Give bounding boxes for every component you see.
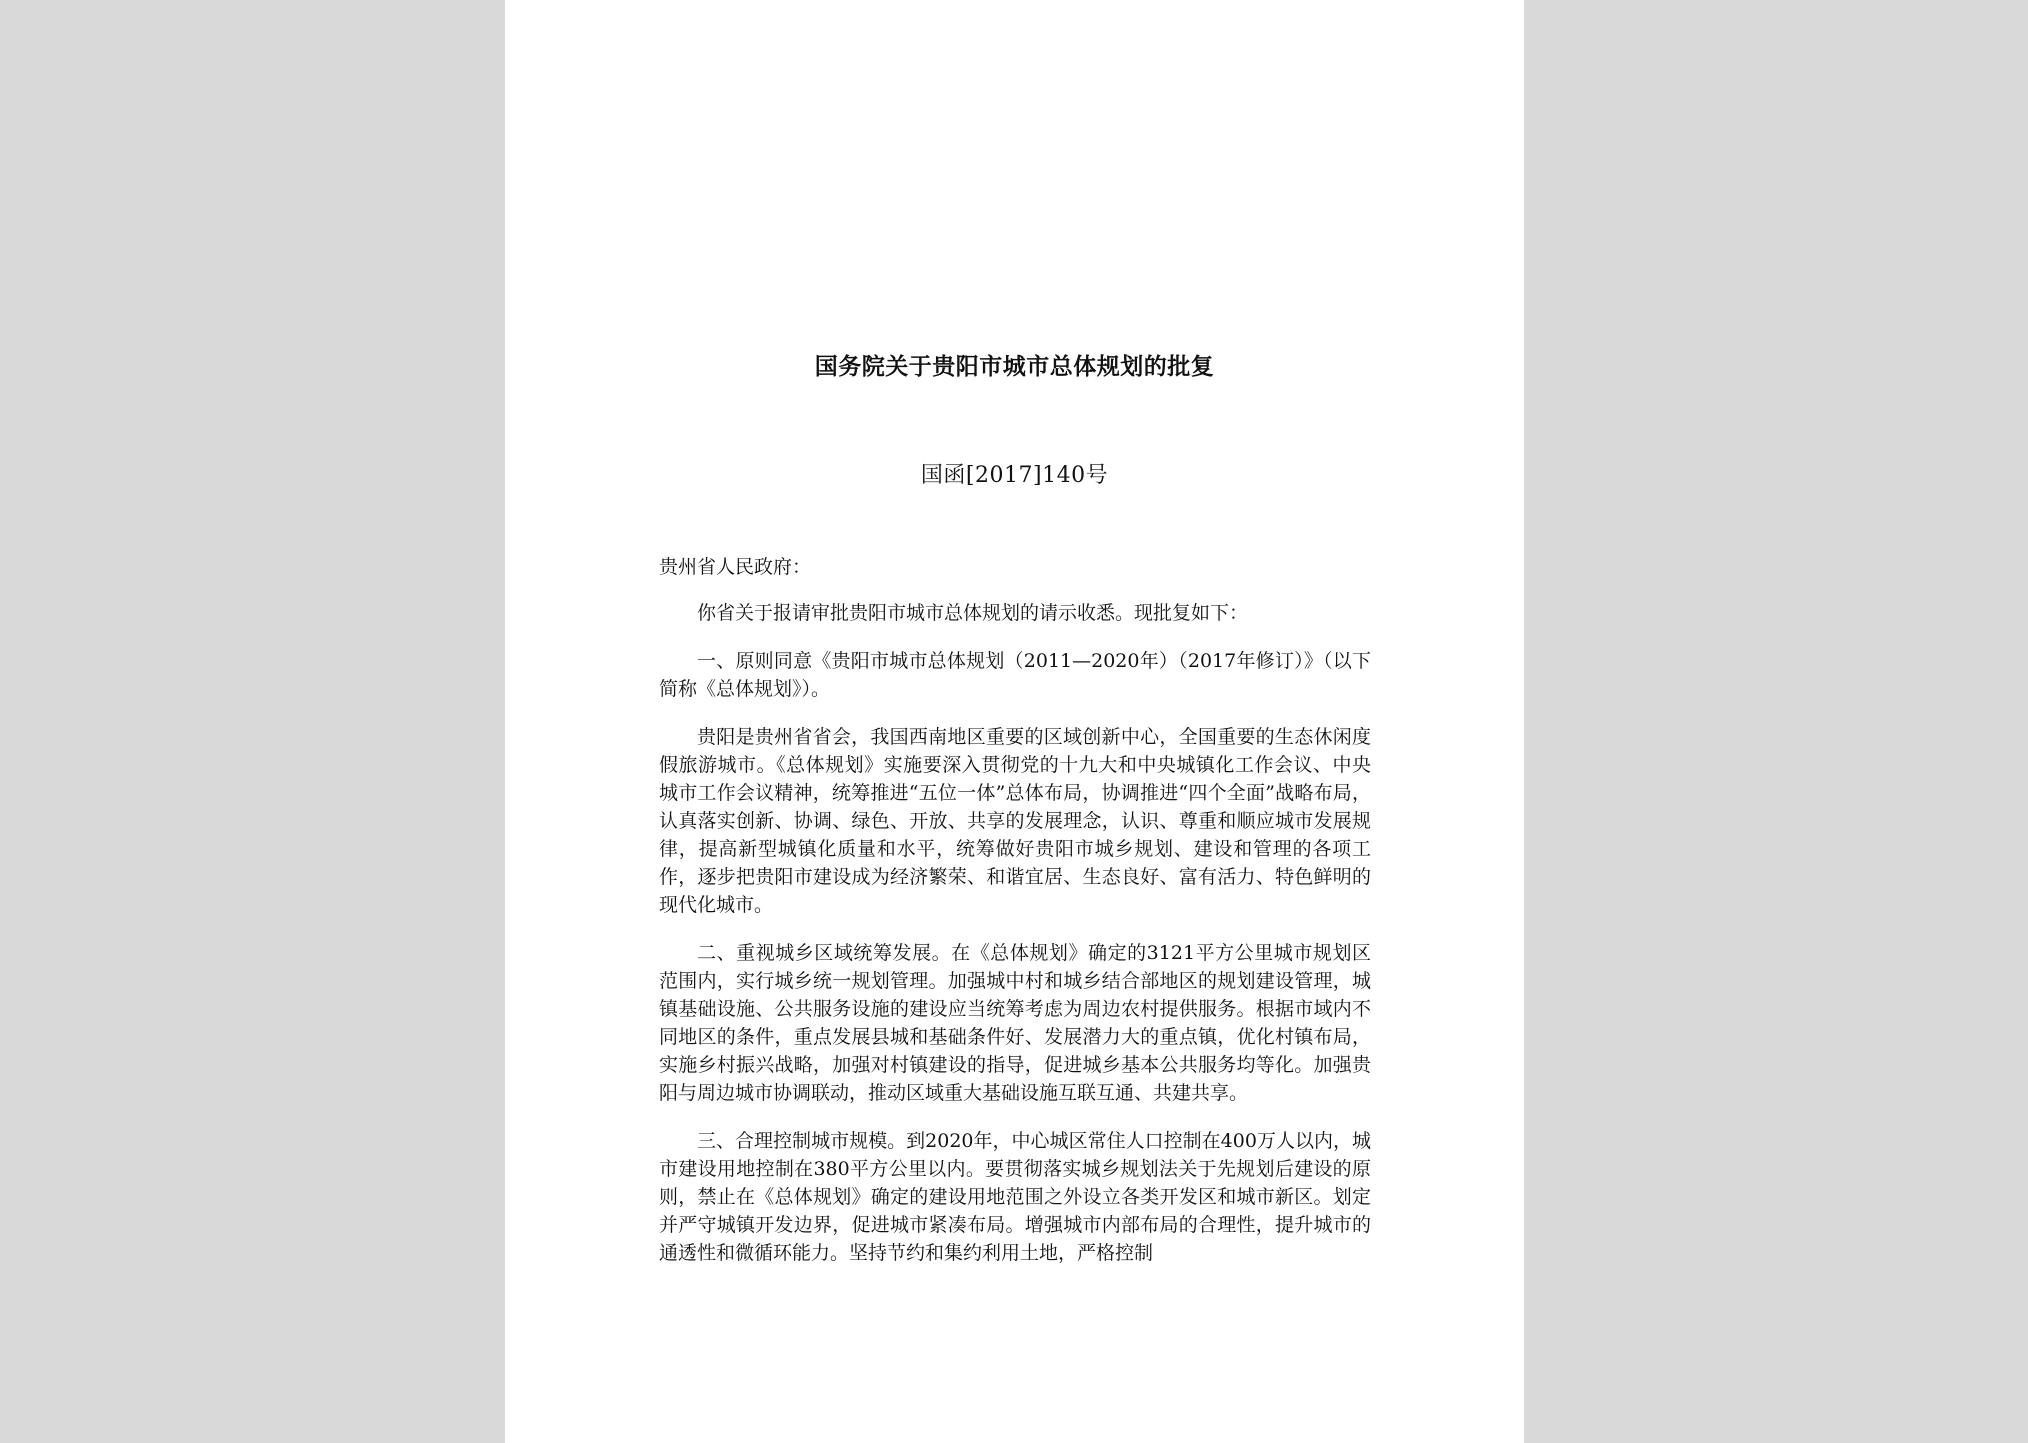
document-number: 国函[2017]140号 xyxy=(920,463,1109,488)
paragraph-item-3: 三、合理控制城市规模。到2020年，中心城区常住人口控制在400万人以内，城市建设用地控制在380平方公里以内。要贯彻落实城乡规划法关于先规划后建设的原则，禁止在《总体规划》确定的建设用地范围之外设立各类开发区和城市新区。划定并严守城镇开发边界，促进城市紧凑布局。增强城市内部布局的合理性，提升城市的通透性和微循环能力。坚持节约和集约利用土地，严格控制 xyxy=(659,1130,1371,1264)
addressee: 贵州省人民政府： xyxy=(659,556,812,578)
document-title: 国务院关于贵阳市城市总体规划的批复 xyxy=(814,354,1215,380)
paragraph-item-1: 一、原则同意《贵阳市城市总体规划（2011—2020年）（2017年修订）》（以下简称《总体规划》）。 xyxy=(659,650,1371,700)
paragraph-city-positioning: 贵阳是贵州省省会，我国西南地区重要的区域创新中心，全国重要的生态休闲度假旅游城市。《总体规划》实施要深入贯彻党的十九大和中央城镇化工作会议、中央城市工作会议精神，统筹推进“五位一体”总体布局，协调推进“四个全面”战略布局，认真落实创新、协调、绿色、开放、共享的发展理念，认识、尊重和顺应城市发展规律，提高新型城镇化质量和水平，统筹做好贵阳市城乡规划、建设和管理的各项工作，逐步把贵阳市建设成为经济繁荣、和谐宜居、生态良好、富有活力、特色鲜明的现代化城市。 xyxy=(659,726,1371,916)
document-page xyxy=(505,0,1524,1443)
document-body xyxy=(659,553,1371,1287)
paragraph-intro: 你省关于报请审批贵阳市城市总体规划的请示收悉。现批复如下： xyxy=(697,602,1249,624)
paragraph-item-2: 二、重视城乡区域统筹发展。在《总体规划》确定的3121平方公里城市规划区范围内，实行城乡统一规划管理。加强城中村和城乡结合部地区的规划建设管理，城镇基础设施、公共服务设施的建设应当统筹考虑为周边农村提供服务。根据市域内不同地区的条件，重点发展县城和基础条件好、发展潜力大的重点镇，优化村镇布局，实施乡村振兴战略，加强对村镇建设的指导，促进城乡基本公共服务均等化。加强贵阳与周边城市协调联动，推动区域重大基础设施互联互通、共建共享。 xyxy=(659,942,1371,1104)
